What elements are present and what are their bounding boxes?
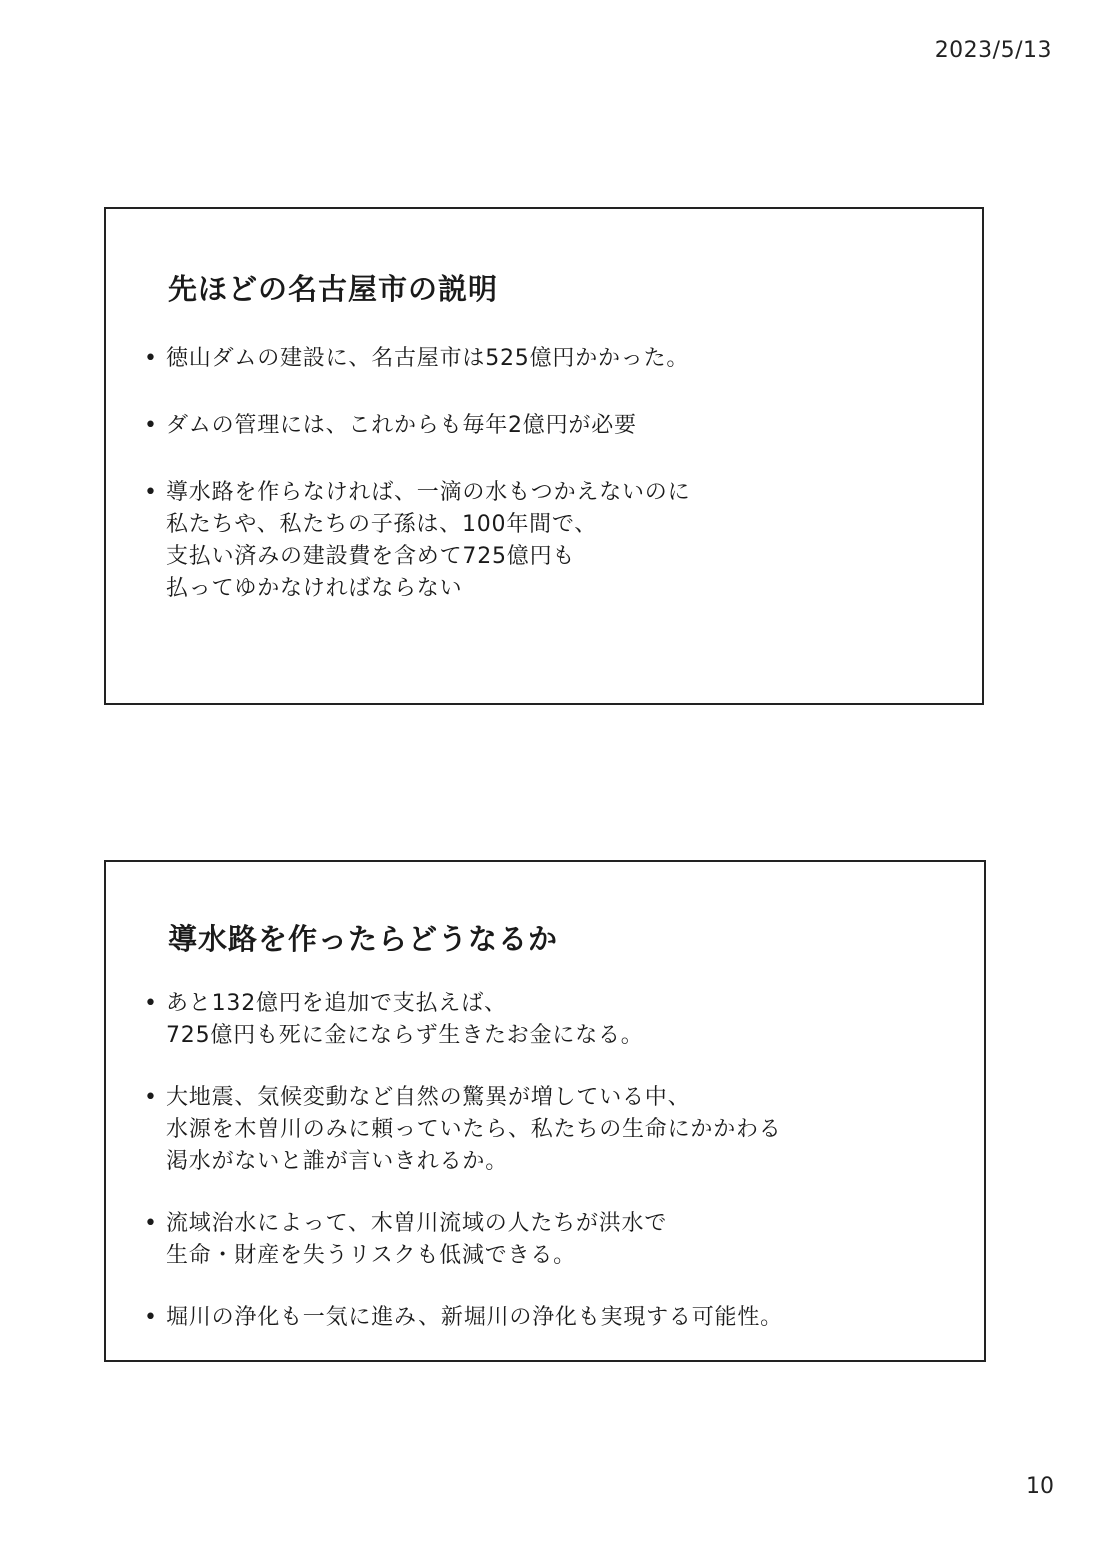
bullet-dot-icon: •: [144, 346, 158, 371]
bullet-dot-icon: •: [144, 1211, 158, 1236]
bullet-text-line: 水源を木曽川のみに頼っていたら、私たちの生命にかかわる: [166, 1117, 782, 1142]
bullet-text-line: 生命・財産を失うリスクも低減できる。: [166, 1243, 576, 1268]
bullet-item: [142, 1082, 964, 1178]
bullet-text-line: 私たちや、私たちの子孫は、100年間で、: [166, 512, 598, 537]
bullet-text-line: 堀川の浄化も一気に進み、新堀川の浄化も実現する可能性。: [166, 1305, 783, 1330]
bullet-text-line: 大地震、気候変動など自然の驚異が増している中、: [166, 1085, 691, 1110]
slide-1: [104, 207, 984, 705]
print-date: 2023/5/13: [934, 38, 1052, 63]
bullet-list: [142, 988, 964, 1364]
bullet-dot-icon: •: [144, 1085, 158, 1110]
bullet-item: [142, 343, 962, 375]
slide-title: 導水路を作ったらどうなるか: [168, 922, 559, 956]
bullet-text-line: ダムの管理には、これからも毎年2億円が必要: [166, 413, 637, 438]
bullet-item: [142, 1302, 964, 1334]
bullet-text-line: 渇水がないと誰が言いきれるか。: [166, 1149, 509, 1174]
slide-2: [104, 860, 986, 1362]
bullet-text-line: 流域治水によって、木曽川流域の人たちが洪水で: [166, 1211, 668, 1236]
bullet-text-line: 払ってゆかなければならない: [166, 576, 463, 601]
bullet-dot-icon: •: [144, 480, 158, 505]
bullet-item: [142, 477, 962, 605]
slide-title: 先ほどの名古屋市の説明: [168, 272, 499, 306]
bullet-text-line: あと132億円を追加で支払えば、: [166, 991, 507, 1016]
bullet-text-line: 徳山ダムの建設に、名古屋市は525億円かかった。: [166, 346, 690, 371]
bullet-dot-icon: •: [144, 413, 158, 438]
bullet-item: [142, 988, 964, 1052]
bullet-text-line: 支払い済みの建設費を含めて725億円も: [166, 544, 576, 569]
bullet-text-line: 725億円も死に金にならず生きたお金になる。: [166, 1023, 644, 1048]
bullet-dot-icon: •: [144, 1305, 158, 1330]
bullet-text-line: 導水路を作らなければ、一滴の水もつかえないのに: [166, 480, 691, 505]
page-number: 10: [1026, 1474, 1054, 1499]
bullet-list: [142, 343, 962, 640]
bullet-item: [142, 1208, 964, 1272]
bullet-dot-icon: •: [144, 991, 158, 1016]
bullet-item: [142, 410, 962, 442]
